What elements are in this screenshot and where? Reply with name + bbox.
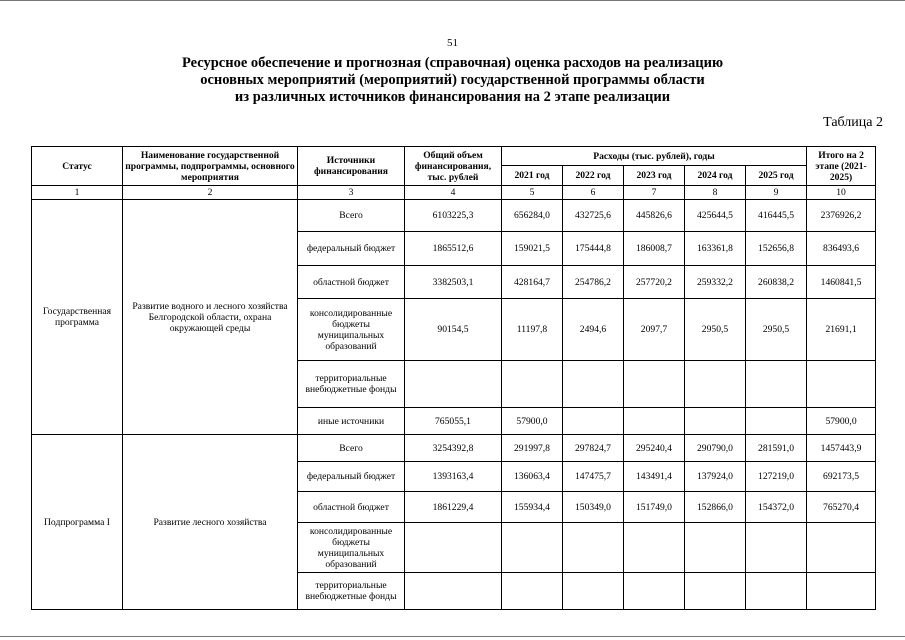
year-2021-cell: 155934,4 — [502, 492, 563, 523]
total-cell — [405, 361, 502, 408]
year-2025-cell: 154372,0 — [746, 492, 807, 523]
total-cell: 765055,1 — [405, 408, 502, 435]
year-2022-cell — [563, 361, 624, 408]
year-2021-cell: 136063,4 — [502, 462, 563, 492]
year-2021-cell: 11197,8 — [502, 299, 563, 361]
year-2025-cell: 416445,5 — [746, 200, 807, 232]
stage-total-cell: 1457443,9 — [807, 435, 876, 462]
source-cell: областной бюджет — [298, 266, 405, 299]
header-year-2022: 2022 год — [563, 166, 624, 186]
source-cell: иные источники — [298, 408, 405, 435]
year-2024-cell — [685, 573, 746, 610]
year-2021-cell: 656284,0 — [502, 200, 563, 232]
year-2023-cell: 143491,4 — [624, 462, 685, 492]
stage-total-cell: 1460841,5 — [807, 266, 876, 299]
title-line-2: основных мероприятий (мероприятий) государственной программы области — [200, 72, 705, 88]
stage-total-cell — [807, 361, 876, 408]
year-2023-cell — [624, 408, 685, 435]
financing-table — [31, 146, 876, 610]
header-year-2025: 2025 год — [746, 166, 807, 186]
column-number: 3 — [298, 186, 405, 200]
year-2025-cell: 152656,8 — [746, 232, 807, 266]
header-total: Общий объем финансирования, тыс. рублей — [405, 147, 502, 186]
year-2025-cell — [746, 408, 807, 435]
source-cell: Всего — [298, 200, 405, 232]
year-2023-cell: 257720,2 — [624, 266, 685, 299]
year-2025-cell: 260838,2 — [746, 266, 807, 299]
year-2022-cell: 297824,7 — [563, 435, 624, 462]
total-cell: 3254392,8 — [405, 435, 502, 462]
status-cell: Государственная программа — [32, 200, 123, 435]
year-2023-cell — [624, 361, 685, 408]
source-cell: консолидированные бюджеты муниципальных образований — [298, 523, 405, 573]
year-2024-cell — [685, 408, 746, 435]
stage-total-cell: 836493,6 — [807, 232, 876, 266]
year-2023-cell: 445826,6 — [624, 200, 685, 232]
year-2021-cell: 428164,7 — [502, 266, 563, 299]
year-2024-cell: 152866,0 — [685, 492, 746, 523]
stage-total-cell — [807, 573, 876, 610]
year-2022-cell — [563, 523, 624, 573]
table-row — [32, 435, 876, 462]
year-2023-cell — [624, 573, 685, 610]
year-2022-cell — [563, 573, 624, 610]
year-2022-cell — [563, 408, 624, 435]
document-title — [40, 55, 865, 106]
column-number: 1 — [32, 186, 123, 200]
source-cell: территориальные внебюджетные фонды — [298, 361, 405, 408]
program-name-cell: Развитие водного и лесного хозяйства Белгородской области, охрана окружающей среды — [123, 200, 298, 435]
source-cell: федеральный бюджет — [298, 462, 405, 492]
status-cell: Подпрограмма I — [32, 435, 123, 610]
year-2023-cell: 151749,0 — [624, 492, 685, 523]
stage-total-cell — [807, 523, 876, 573]
column-number: 9 — [746, 186, 807, 200]
page-number: 51 — [447, 37, 458, 49]
title-line-1: Ресурсное обеспечение и прогнозная (справочная) оценка расходов на реализацию — [181, 55, 724, 71]
year-2024-cell: 259332,2 — [685, 266, 746, 299]
header-sources: Источники финансирования — [298, 147, 405, 186]
year-2021-cell — [502, 573, 563, 610]
source-cell: областной бюджет — [298, 492, 405, 523]
year-2025-cell: 127219,0 — [746, 462, 807, 492]
year-2025-cell — [746, 361, 807, 408]
year-2025-cell — [746, 573, 807, 610]
header-year-2024: 2024 год — [685, 166, 746, 186]
total-cell: 1865512,6 — [405, 232, 502, 266]
year-2022-cell: 147475,7 — [563, 462, 624, 492]
column-number: 10 — [807, 186, 876, 200]
header-name: Наименование государственной программы, подпрограммы, основного мероприятия — [123, 147, 298, 186]
year-2024-cell — [685, 523, 746, 573]
header-stage-total: Итого на 2 этапе (2021-2025) — [807, 147, 876, 186]
column-number: 7 — [624, 186, 685, 200]
column-number: 5 — [502, 186, 563, 200]
year-2021-cell: 291997,8 — [502, 435, 563, 462]
year-2021-cell: 57900,0 — [502, 408, 563, 435]
program-name-cell: Развитие лесного хозяйства — [123, 435, 298, 610]
total-cell — [405, 573, 502, 610]
year-2023-cell: 2097,7 — [624, 299, 685, 361]
header-year-2023: 2023 год — [624, 166, 685, 186]
table-row — [32, 200, 876, 232]
source-cell: федеральный бюджет — [298, 232, 405, 266]
column-number-row — [32, 186, 876, 200]
year-2024-cell: 163361,8 — [685, 232, 746, 266]
year-2025-cell: 2950,5 — [746, 299, 807, 361]
stage-total-cell: 21691,1 — [807, 299, 876, 361]
total-cell: 90154,5 — [405, 299, 502, 361]
scan-top-edge — [0, 0, 905, 1]
column-number: 6 — [563, 186, 624, 200]
year-2022-cell: 175444,8 — [563, 232, 624, 266]
total-cell: 6103225,3 — [405, 200, 502, 232]
year-2021-cell — [502, 361, 563, 408]
stage-total-cell: 2376926,2 — [807, 200, 876, 232]
year-2024-cell: 425644,5 — [685, 200, 746, 232]
year-2022-cell: 2494,6 — [563, 299, 624, 361]
year-2023-cell: 186008,7 — [624, 232, 685, 266]
stage-total-cell: 57900,0 — [807, 408, 876, 435]
column-number: 2 — [123, 186, 298, 200]
year-2024-cell: 137924,0 — [685, 462, 746, 492]
title-line-3: из различных источников финансирования на 2 этапе реализации — [234, 89, 671, 105]
total-cell: 1393163,4 — [405, 462, 502, 492]
stage-total-cell: 692173,5 — [807, 462, 876, 492]
year-2024-cell — [685, 361, 746, 408]
scan-bottom-edge — [0, 636, 905, 637]
total-cell: 1861229,4 — [405, 492, 502, 523]
year-2021-cell: 159021,5 — [502, 232, 563, 266]
year-2023-cell: 295240,4 — [624, 435, 685, 462]
column-number: 8 — [685, 186, 746, 200]
year-2024-cell: 2950,5 — [685, 299, 746, 361]
year-2022-cell: 432725,6 — [563, 200, 624, 232]
header-status: Статус — [32, 147, 123, 186]
year-2023-cell — [624, 523, 685, 573]
header-expenses: Расходы (тыс. рублей), годы — [502, 147, 807, 166]
source-cell: консолидированные бюджеты муниципальных образований — [298, 299, 405, 361]
year-2025-cell: 281591,0 — [746, 435, 807, 462]
year-2024-cell: 290790,0 — [685, 435, 746, 462]
table-label: Таблица 2 — [823, 115, 883, 130]
header-year-2021: 2021 год — [502, 166, 563, 186]
stage-total-cell: 765270,4 — [807, 492, 876, 523]
year-2022-cell: 150349,0 — [563, 492, 624, 523]
source-cell: территориальные внебюджетные фонды — [298, 573, 405, 610]
year-2021-cell — [502, 523, 563, 573]
column-number: 4 — [405, 186, 502, 200]
total-cell: 3382503,1 — [405, 266, 502, 299]
year-2022-cell: 254786,2 — [563, 266, 624, 299]
source-cell: Всего — [298, 435, 405, 462]
year-2025-cell — [746, 523, 807, 573]
total-cell — [405, 523, 502, 573]
